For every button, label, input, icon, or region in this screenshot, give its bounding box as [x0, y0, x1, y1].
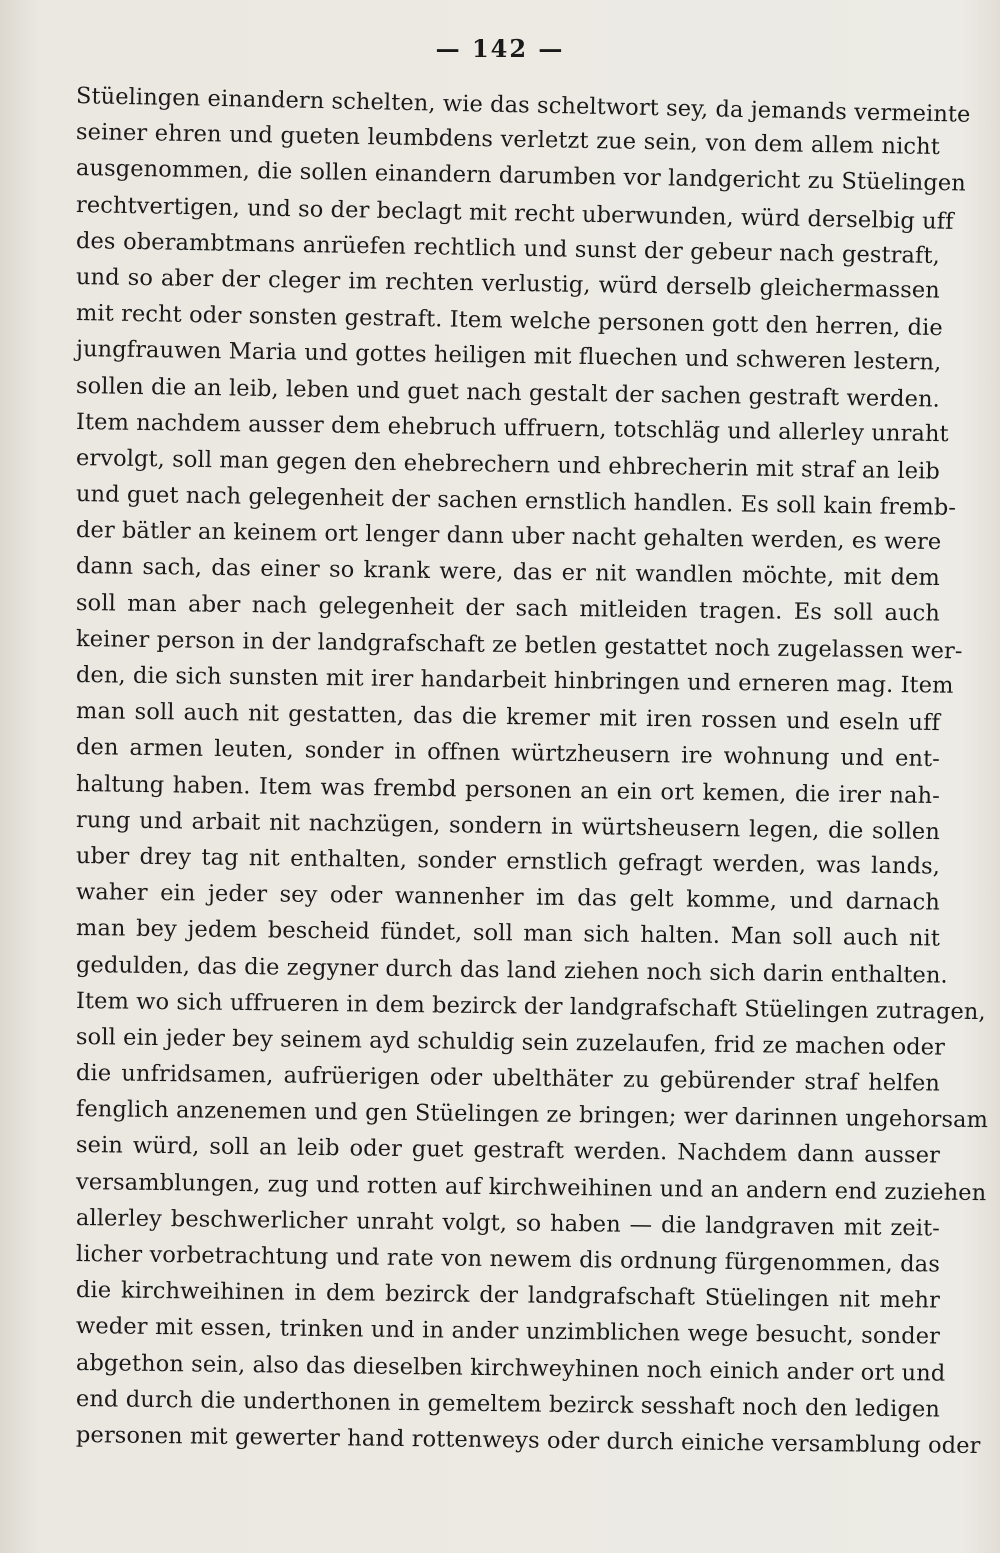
text-line: ausgenommen, die sollen einandern darumben vor landgericht zu Stüelingen [75, 155, 967, 197]
text-line: sollen die an leib, leben und guet nach gestalt der sachen gestraft werden. [75, 372, 941, 413]
text-line: die unfridsamen, aufrüerigen oder ubelthäter zu gebürender straf helfen [75, 1060, 941, 1097]
text-line: den, die sich sunsten mit irer handarbeit hinbringen und erneren mag. Item [75, 662, 954, 699]
text-line: dann sach, das einer so krank were, das er nit wandlen möchte, mit dem [75, 553, 941, 592]
text-line: keiner person in der landgrafschaft ze betlen gestattet noch zugelassen wer- [75, 625, 963, 665]
text-line: personen mit gewerter hand rottenweys oder durch einiche versamblung oder [75, 1421, 981, 1459]
text-line: allerley beschwerlicher unraht volgt, so haben — die landgraven mit zeit- [75, 1204, 941, 1242]
text-line: gedulden, das die zegyner durch das land ziehen noch sich darin enthalten. [75, 951, 948, 989]
text-line: weder mit essen, trinken und in ander unzimblichen wege besucht, sonder [75, 1313, 941, 1350]
text-line: jungfrauwen Maria und gottes heiligen mit fluechen und schweren lestern, [75, 336, 942, 376]
text-line: waher ein jeder sey oder wannenher im das gelt komme, und darnach [75, 879, 941, 916]
page-number: — 142 — [435, 34, 565, 63]
text-line: end durch die underthonen in gemeltem bezirck sesshaft noch den ledigen [75, 1385, 941, 1423]
text-line: rung und arbait nit nachzügen, sondern in würtsheusern legen, die sollen [75, 806, 941, 845]
text-line: und guet nach gelegenheit der sachen ernstlich handlen. Es soll kain fremb- [75, 481, 957, 521]
text-line: uber drey tag nit enthalten, sonder ernstlich gefragt werden, was lands, [75, 842, 941, 880]
text-line: rechtvertigen, und so der beclagt mit recht uberwunden, würd derselbig uff [75, 191, 954, 235]
text-line: der bätler an keinem ort lenger dann uber nacht gehalten werden, es were [75, 517, 942, 556]
text-line: des oberambtmans anrüefen rechtlich und sunst der gebeur nach gestraft, [75, 227, 941, 269]
text-line: und so aber der cleger im rechten verlustig, würd derselb gleichermassen [75, 263, 941, 304]
body-text [75, 78, 989, 1459]
text-line: man soll auch nit gestatten, das die kremer mit iren rossen und eseln uff [75, 698, 941, 737]
text-line: Item wo sich uffrueren in dem bezirck der landgrafschaft Stüelingen zutragen, [75, 987, 986, 1025]
text-line: Stüelingen einandern schelten, wie das scheltwort sey, da jemands vermeinte [75, 83, 971, 128]
text-line: mit recht oder sonsten gestraft. Item welche personen gott den herren, die [75, 300, 944, 342]
text-line: seiner ehren und gueten leumbdens verletzt zue sein, von dem allem nicht [75, 119, 941, 161]
text-line: licher vorbetrachtung und rate von newem dis ordnung fürgenommen, das [75, 1241, 941, 1278]
text-line: man bey jedem bescheid fündet, soll man sich halten. Man soll auch nit [75, 915, 941, 952]
text-line: fenglich anzenemen und gen Stüelingen ze bringen; wer darinnen ungehorsam [75, 1096, 989, 1134]
text-line: Item nachdem ausser dem ehebruch uffruern, totschläg und allerley unraht [75, 408, 949, 447]
text-line: abgethon sein, also das dieselben kirchweyhinen noch einich ander ort und [75, 1349, 946, 1387]
text-line: haltung haben. Item was frembd personen an ein ort kemen, die irer nah- [75, 770, 941, 809]
text-line: ervolgt, soll man gegen den ehebrechern und ehbrecherin mit straf an leib [75, 444, 941, 485]
text-line: sein würd, soll an leib oder guet gestraft werden. Nachdem dann ausser [75, 1132, 941, 1169]
text-line: den armen leuten, sonder in offnen würtzheusern ire wohnung und ent- [75, 734, 941, 773]
text-line: versamblungen, zug und rotten auf kirchweihinen und an andern end zuziehen [75, 1168, 987, 1206]
text-line: soll ein jeder bey seinem ayd schuldig sein zuzelaufen, frid ze machen oder [75, 1023, 946, 1061]
text-line: soll man aber nach gelegenheit der sach mitleiden tragen. Es soll auch [75, 589, 941, 627]
text-line: die kirchweihinen in dem bezirck der landgrafschaft Stüelingen nit mehr [75, 1277, 941, 1314]
